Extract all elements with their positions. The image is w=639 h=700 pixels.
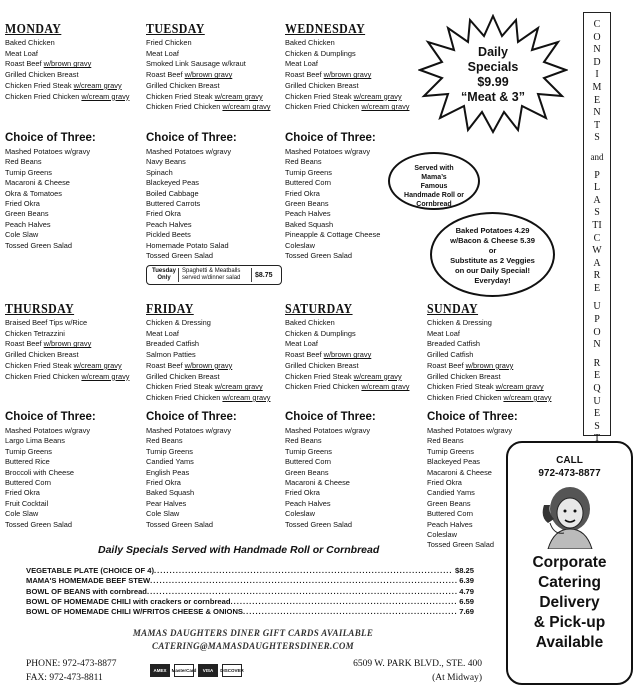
meat-item	[285, 361, 421, 372]
vegetable-item: Pickled Beets	[146, 230, 191, 240]
oval-line: or	[488, 246, 497, 255]
vegetable-item: Blackeyed Peas	[427, 457, 480, 467]
gift-cards-note: MAMAS DAUGHTERS DINER GIFT CARDS AVAILABLE	[132, 628, 374, 638]
vegetable-item: Red Beans	[285, 436, 322, 446]
gravy-note: w/cream gravy	[214, 382, 263, 392]
price-value: 6.39	[459, 576, 474, 586]
vegetable-item: Okra & Tomatoes	[5, 188, 62, 198]
meat-name: Baked Chicken	[285, 318, 335, 327]
day-heading: SATURDAY	[285, 302, 353, 317]
vegetable-item: Largo Lima Beans	[5, 436, 65, 446]
vegetable-item: Buttered Corn	[5, 478, 52, 488]
gravy-note: w/brown gravy	[465, 360, 514, 370]
day-wednesday	[285, 22, 421, 113]
vegetable-item: Green Beans	[285, 199, 329, 209]
meat-item	[285, 70, 421, 81]
gravy-note: w/cream gravy	[503, 392, 552, 402]
daily-specials-text	[418, 45, 568, 105]
gravy-note: w/cream gravy	[353, 371, 402, 381]
dot-leader	[154, 566, 453, 576]
street-address: 6509 W. PARK BLVD., STE. 400	[353, 659, 482, 669]
vegetable-item: Red Beans	[285, 157, 322, 167]
meat-name: Meat Loaf	[146, 48, 179, 58]
meat-name: Chicken Fried Chicken	[5, 371, 82, 381]
meat-name: Chicken Fried Steak	[5, 80, 74, 90]
vegetable-item: Turnip Greens	[285, 446, 332, 456]
payment-card-logo: AMEX	[150, 664, 170, 677]
meat-name: Meat Loaf	[5, 48, 38, 58]
price-value: 4.79	[459, 586, 474, 596]
oval-line: Served with	[414, 165, 454, 172]
meat-name: Smoked Link Sausage w/kraut	[146, 59, 246, 69]
vegetable-item: Baked Squash	[285, 219, 334, 229]
vegetable-item: Peach Halves	[5, 219, 51, 229]
oval-line: Cornbread	[416, 201, 452, 208]
day-saturday	[285, 302, 421, 393]
vegetable-item: Mashed Potatoes w/gravy	[285, 147, 371, 156]
meat-item	[146, 372, 282, 383]
meat-item	[285, 81, 421, 92]
meat-item	[5, 59, 141, 70]
payment-card-logo: DISCOVER	[222, 664, 242, 677]
oval-line: on our Daily Special!	[454, 266, 531, 275]
meat-item	[146, 393, 282, 404]
price-list	[26, 566, 474, 617]
meat-name: Meat Loaf	[146, 328, 179, 338]
meat-item	[5, 49, 141, 60]
gravy-note: w/brown gravy	[323, 70, 372, 80]
payment-card-logo: MasterCard	[174, 664, 194, 677]
vegetable-item: Peach Halves	[285, 209, 331, 219]
meat-item	[146, 318, 282, 329]
vegetable-item: Fried Okra	[5, 199, 40, 209]
vegetable-item: Baked Squash	[146, 488, 195, 498]
meat-item	[427, 372, 563, 383]
meat-name: Chicken Fried Steak	[146, 382, 215, 392]
meat-item	[285, 59, 421, 70]
vegetable-item: Turnip Greens	[285, 167, 332, 177]
address-location: (At Midway)	[432, 673, 482, 683]
meat-item	[5, 318, 141, 329]
meat-name: Baked Chicken	[285, 38, 335, 47]
catering-lines	[508, 553, 631, 653]
vegetable-item: Peach Halves	[146, 219, 192, 229]
vegetable-item: Pineapple & Cottage Cheese	[285, 230, 381, 240]
choice-title: Choice of Three:	[146, 132, 237, 144]
vegetable-item: Pear Halves	[146, 498, 187, 508]
meat-item	[5, 361, 141, 372]
meat-name: Chicken Fried Chicken	[427, 392, 504, 402]
gravy-note: w/cream gravy	[222, 392, 271, 402]
meat-name: Roast Beef	[5, 59, 44, 69]
price-row	[26, 607, 474, 617]
payment-card-logo: VISA	[198, 664, 218, 677]
choice-of-three-thursday	[5, 410, 141, 530]
choice-of-three-friday	[146, 410, 282, 530]
vegetable-item: Candied Yams	[146, 457, 194, 467]
catering-line: & Pick-up	[533, 614, 606, 631]
daily-specials-heading: Daily Specials Served with Handmade Roll or Cornbread	[98, 544, 380, 556]
meat-name: Chicken Tetrazzini	[5, 328, 65, 338]
meat-item	[146, 361, 282, 372]
burst-line-specials: Specials	[467, 60, 519, 74]
price-row	[26, 587, 474, 597]
vegetable-item: Turnip Greens	[5, 167, 52, 177]
vegetable-item: Candied Yams	[427, 488, 475, 498]
vegetable-item: Fruit Cocktail	[5, 498, 49, 508]
vegetable-item: Green Beans	[5, 209, 49, 219]
meat-item	[5, 38, 141, 49]
choice-title: Choice of Three:	[146, 411, 237, 423]
oval-line: Baked Potatoes 4.29	[455, 226, 530, 235]
meat-item	[427, 339, 563, 350]
meat-name: Roast Beef	[285, 70, 324, 80]
choice-title: Choice of Three:	[285, 411, 376, 423]
meat-name: Grilled Chicken Breast	[5, 350, 79, 360]
dot-leader	[243, 607, 457, 617]
meat-item	[146, 38, 282, 49]
vegetable-item: Blackeyed Peas	[146, 178, 199, 188]
vegetable-item: Peach Halves	[427, 519, 473, 529]
tuesday-special-box	[146, 265, 282, 285]
vegetable-item: Turnip Greens	[427, 446, 474, 456]
burst-line-price: $9.99	[477, 75, 509, 89]
day-heading: TUESDAY	[146, 22, 205, 37]
vegetable-item: Coleslaw	[427, 530, 457, 540]
catering-line: Delivery	[539, 594, 600, 611]
vegetable-item: Fried Okra	[427, 478, 462, 488]
price-label: BOWL OF BEANS with cornbread	[26, 586, 147, 596]
meat-item	[146, 102, 282, 113]
vegetable-item: Coleslaw	[285, 509, 315, 519]
choice-of-three-saturday	[285, 410, 421, 530]
vegetable-item: Broccoli with Cheese	[5, 467, 75, 477]
vegetable-item: Buttered Carrots	[146, 199, 201, 209]
meat-item	[285, 372, 421, 383]
contact-phone-fax	[26, 657, 117, 685]
meat-item	[285, 49, 421, 60]
gravy-note: w/cream gravy	[214, 91, 263, 101]
vegetable-item: Buttered Corn	[427, 509, 474, 519]
meat-name: Baked Chicken	[5, 38, 55, 47]
meat-item	[285, 318, 421, 329]
meat-name: Chicken Fried Steak	[146, 91, 215, 101]
meat-name: Meat Loaf	[427, 328, 460, 338]
fax-number: FAX: 972-473-8811	[26, 673, 103, 683]
vegetable-item: Mashed Potatoes w/gravy	[285, 426, 371, 435]
meat-item	[285, 382, 421, 393]
oval-line: Handmade Roll or	[404, 192, 464, 199]
meat-item	[427, 393, 563, 404]
dot-leader	[150, 576, 457, 586]
meat-name: Chicken Fried Chicken	[146, 392, 223, 402]
price-row	[26, 566, 474, 576]
day-tuesday	[146, 22, 282, 113]
meat-name: Grilled Chicken Breast	[146, 371, 220, 381]
meat-item	[285, 350, 421, 361]
vegetable-item: Tossed Green Salad	[5, 240, 72, 250]
vertical-word: REQUEST	[593, 357, 601, 445]
vegetable-item: Red Beans	[427, 436, 464, 446]
vegetable-item: Mashed Potatoes w/gravy	[146, 426, 232, 435]
gravy-note: w/brown gravy	[43, 339, 92, 349]
vertical-word: CONDIMENTS	[592, 19, 602, 144]
gravy-note: w/cream gravy	[81, 91, 130, 101]
catering-line: Available	[535, 634, 604, 651]
meat-item	[427, 329, 563, 340]
price-label: BOWL OF HOMEMADE CHILI with crackers or cornbread	[26, 596, 231, 606]
meat-name: Roast Beef	[146, 70, 185, 80]
catering-phone[interactable]: 972-473-8877	[538, 468, 601, 479]
vegetable-item: Peach Halves	[285, 498, 331, 508]
gravy-note: w/brown gravy	[184, 70, 233, 80]
price-row	[26, 576, 474, 586]
vegetable-item: Fried Okra	[285, 488, 320, 498]
meat-item	[146, 81, 282, 92]
served-with-oval	[388, 152, 480, 210]
meat-item	[146, 49, 282, 60]
choice-of-three-tuesday	[146, 131, 282, 261]
meat-name: Chicken & Dumplings	[285, 328, 356, 338]
meat-item	[5, 329, 141, 340]
meat-item	[146, 339, 282, 350]
gravy-note: w/cream gravy	[361, 382, 410, 392]
vegetable-item: Tossed Green Salad	[146, 519, 213, 529]
call-label: CALL	[556, 455, 583, 466]
meat-item	[285, 92, 421, 103]
baked-potato-oval	[430, 212, 555, 297]
address-block	[322, 657, 482, 685]
meat-item	[285, 102, 421, 113]
choice-title: Choice of Three:	[5, 132, 96, 144]
price-label: MAMA'S HOMEMADE BEEF STEW	[26, 576, 151, 586]
meat-item	[146, 70, 282, 81]
vegetable-item: Fried Okra	[146, 209, 181, 219]
meat-item	[5, 81, 141, 92]
gravy-note: w/cream gravy	[222, 102, 271, 112]
meat-name: Chicken Fried Chicken	[5, 91, 82, 101]
tuesday-only-tag: Tuesday Only	[152, 268, 176, 281]
day-heading: SUNDAY	[427, 302, 479, 317]
price-label: BOWL OF HOMEMADE CHILI W/FRITOS CHEESE & ONIONS	[26, 607, 243, 617]
meat-name: Grilled Catfish	[427, 350, 474, 360]
meat-item	[146, 329, 282, 340]
meat-item	[285, 339, 421, 350]
meat-name: Meat Loaf	[285, 59, 318, 69]
vegetable-item: Spinach	[146, 167, 173, 177]
meat-item	[5, 372, 141, 383]
vegetable-item: Mashed Potatoes w/gravy	[5, 147, 91, 156]
day-heading: THURSDAY	[5, 302, 75, 317]
catering-box	[506, 441, 633, 685]
vegetable-item: Mashed Potatoes w/gravy	[146, 147, 232, 156]
vegetable-item: Green Beans	[427, 498, 471, 508]
vertical-word: and	[590, 151, 604, 162]
choice-title: Choice of Three:	[427, 411, 518, 423]
meat-name: Chicken Fried Chicken	[285, 102, 362, 112]
meat-item	[5, 350, 141, 361]
catering-email[interactable]: CATERING@MAMASDAUGHTERSDINER.COM	[152, 641, 354, 651]
meat-name: Roast Beef	[5, 339, 44, 349]
price-value: $8.25	[454, 566, 474, 575]
vegetable-item: Buttered Corn	[285, 457, 332, 467]
meat-name: Chicken Fried Steak	[285, 371, 354, 381]
meat-item	[5, 92, 141, 103]
vegetable-item: Macaroni & Cheese	[427, 467, 492, 477]
meat-name: Roast Beef	[285, 350, 324, 360]
meat-item	[285, 38, 421, 49]
vegetable-item: Tossed Green Salad	[146, 251, 213, 261]
gravy-note: w/cream gravy	[73, 360, 122, 370]
condiments-letters	[584, 13, 610, 446]
meat-item	[146, 59, 282, 70]
meat-name: Breaded Catfish	[146, 339, 199, 349]
vegetable-item: Cole Slaw	[5, 230, 39, 240]
oval-line: w/Bacon & Cheese 5.39	[450, 236, 535, 245]
vegetable-item: English Peas	[146, 467, 190, 477]
meat-name: Chicken & Dressing	[427, 318, 492, 327]
vegetable-item: Turnip Greens	[146, 446, 193, 456]
meat-item	[427, 350, 563, 361]
day-heading: WEDNESDAY	[285, 22, 366, 37]
gravy-note: w/brown gravy	[184, 360, 233, 370]
vegetable-item: Cole Slaw	[146, 509, 180, 519]
vegetable-item: Fried Okra	[285, 188, 320, 198]
catering-line: Corporate	[532, 554, 607, 571]
burst-line-meat3: “Meat & 3”	[461, 90, 525, 104]
vegetable-item: Mashed Potatoes w/gravy	[427, 426, 513, 435]
oval-line: Famous	[420, 183, 448, 190]
meat-item	[285, 329, 421, 340]
vegetable-item: Tossed Green Salad	[427, 540, 494, 550]
day-friday	[146, 302, 282, 404]
meat-name: Chicken Fried Chicken	[146, 102, 223, 112]
vegetable-item: Fried Okra	[146, 478, 181, 488]
day-heading: FRIDAY	[146, 302, 194, 317]
vegetable-item: Navy Beans	[146, 157, 186, 167]
meat-name: Chicken Fried Chicken	[285, 382, 362, 392]
choice-title: Choice of Three:	[285, 132, 376, 144]
day-monday	[5, 22, 141, 102]
meat-item	[5, 70, 141, 81]
gravy-note: w/brown gravy	[43, 59, 92, 69]
meat-name: Grilled Chicken Breast	[285, 360, 359, 370]
gravy-note: w/cream gravy	[361, 102, 410, 112]
payment-cards	[150, 664, 242, 677]
gravy-note: w/cream gravy	[495, 382, 544, 392]
oval-line: Substitute as 2 Veggies	[450, 256, 535, 265]
meat-name: Meat Loaf	[285, 339, 318, 349]
meat-name: Roast Beef	[146, 360, 185, 370]
choice-title: Choice of Three:	[5, 411, 96, 423]
vegetable-item: Red Beans	[146, 436, 183, 446]
meat-name: Breaded Catfish	[427, 339, 480, 349]
tuesday-special-desc: Spaghetti & Meatballs served w/dinner salad	[178, 268, 252, 282]
meat-item	[146, 92, 282, 103]
price-value: 6.59	[459, 596, 474, 606]
meat-item	[427, 361, 563, 372]
meat-item	[146, 350, 282, 361]
meat-name: Salmon Patties	[146, 350, 196, 360]
vegetable-item: Macaroni & Cheese	[285, 478, 350, 488]
catering-line: Catering	[538, 574, 601, 591]
vegetable-item: Tossed Green Salad	[285, 519, 352, 529]
day-thursday	[5, 302, 141, 382]
oval-line: Everyday!	[474, 276, 511, 285]
meat-name: Chicken & Dressing	[146, 318, 211, 327]
meat-name: Grilled Chicken Breast	[285, 80, 359, 90]
meat-name: Grilled Chicken Breast	[146, 80, 220, 90]
meat-name: Chicken Fried Steak	[427, 382, 496, 392]
condiments-notice	[583, 12, 611, 445]
vegetable-item: Tossed Green Salad	[285, 251, 352, 261]
meat-name: Braised Beef Tips w/Rice	[5, 318, 88, 327]
vegetable-item: Fried Okra	[5, 488, 40, 498]
price-label: VEGETABLE PLATE (CHOICE OF 4)	[26, 566, 154, 575]
vegetable-item: Buttered Rice	[5, 457, 50, 467]
vegetable-item: Red Beans	[5, 157, 42, 167]
meat-item	[427, 318, 563, 329]
gravy-note: w/cream gravy	[353, 91, 402, 101]
vegetable-item: Green Beans	[285, 467, 329, 477]
meat-item	[5, 339, 141, 350]
choice-of-three-monday	[5, 131, 141, 251]
vegetable-item: Coleslaw	[285, 240, 315, 250]
meat-name: Fried Chicken	[146, 38, 192, 47]
oval-line: Mama’s	[421, 174, 447, 181]
vegetable-item: Buttered Corn	[285, 178, 332, 188]
day-sunday	[427, 302, 563, 404]
meat-name: Chicken & Dumplings	[285, 48, 356, 58]
dot-leader	[231, 597, 458, 607]
meat-name: Roast Beef	[427, 360, 466, 370]
gravy-note: w/cream gravy	[81, 371, 130, 381]
vegetable-item: Macaroni & Cheese	[5, 178, 70, 188]
gravy-note: w/cream gravy	[73, 80, 122, 90]
dot-leader	[147, 587, 457, 597]
vegetable-item: Boiled Cabbage	[146, 188, 199, 198]
gravy-note: w/brown gravy	[323, 350, 372, 360]
price-row	[26, 597, 474, 607]
meat-name: Grilled Chicken Breast	[5, 70, 79, 80]
meat-name: Grilled Chicken Breast	[427, 371, 501, 381]
burst-line-daily: Daily	[478, 45, 508, 59]
meat-name: Chicken Fried Steak	[5, 360, 74, 370]
tuesday-special-price: $8.75	[255, 271, 273, 279]
meat-name: Chicken Fried Steak	[285, 91, 354, 101]
vegetable-item: Homemade Potato Salad	[146, 240, 229, 250]
vertical-word: PLASTICWARE	[592, 169, 602, 294]
meat-item	[146, 382, 282, 393]
vegetable-item: Cole Slaw	[5, 509, 39, 519]
vegetable-item: Tossed Green Salad	[5, 519, 72, 529]
vertical-word: UPON	[593, 301, 601, 351]
vegetable-item: Turnip Greens	[5, 446, 52, 456]
phone-lady-illustration	[534, 483, 606, 549]
vegetable-item: Mashed Potatoes w/gravy	[5, 426, 91, 435]
phone-number[interactable]: PHONE: 972-473-8877	[26, 659, 117, 669]
price-value: 7.69	[459, 607, 474, 617]
meat-item	[427, 382, 563, 393]
day-heading: MONDAY	[5, 22, 62, 37]
